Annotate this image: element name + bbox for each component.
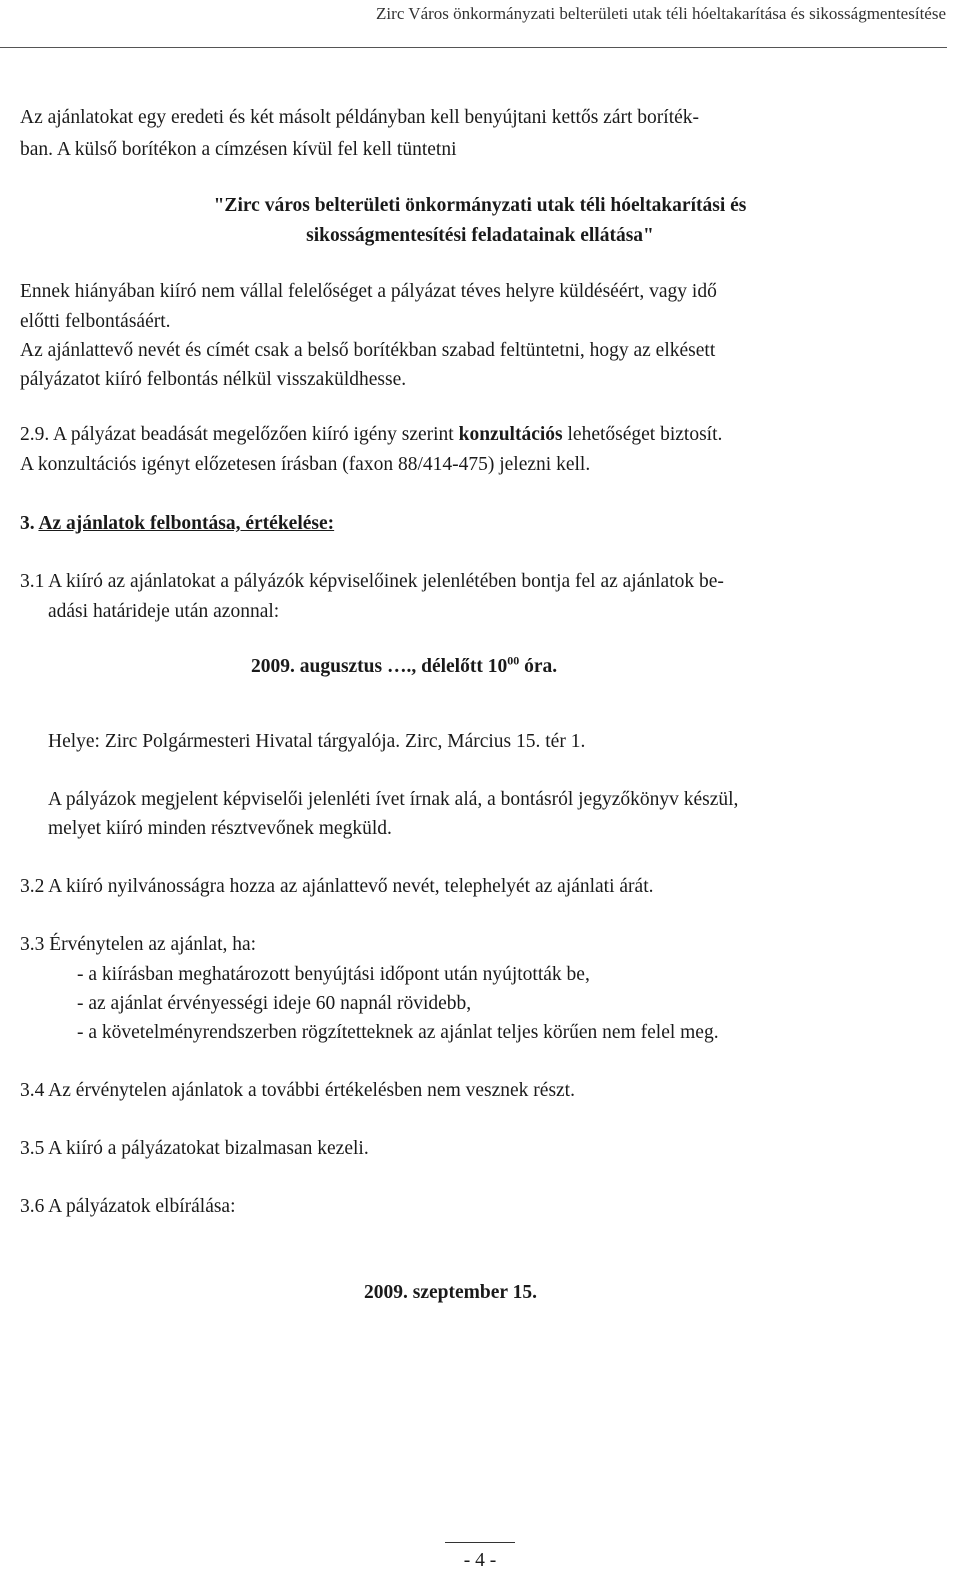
invalid-condition-2: - az ajánlat érvényességi ideje 60 napnál rövidebb, [77,993,472,1014]
running-header: Zirc Város önkormányzati belterületi utak téli hóeltakarítása és sikosságmentesítése [376,4,946,23]
section-3-1-line-2: adási határideje után azonnal: [48,601,280,622]
opening-date [251,653,558,677]
section-2-9-prefix: 2.9. A pályázat beadását megelőzően kiíró igény szerint [20,424,459,445]
section-3-5: 3.5 A kiíró a pályázatokat bizalmasan kezeli. [20,1138,369,1159]
footer-divider [445,1542,515,1543]
opening-date-end: óra. [519,656,558,677]
invalid-condition-1: - a kiírásban meghatározott benyújtási időpont után nyújtották be, [77,964,590,985]
venue: Helye: Zirc Polgármesteri Hivatal tárgyalója. Zirc, Március 15. tér 1. [48,731,586,752]
section-3-1-line-1: 3.1 A kiíró az ajánlatokat a pályázók képviselőinek jelenlétében bontja fel az ajánlatok be- [20,571,724,592]
liability-line-2: előtti felbontásáért. [20,311,171,332]
section-3-title: Az ajánlatok felbontása, értékelése: [38,513,335,534]
liability-line-1: Ennek hiányában kiíró nem vállal felelőséget a pályázat téves helyre küldéséért, vagy idő [20,281,717,302]
section-3-4: 3.4 Az érvénytelen ajánlatok a további értékelésben nem vesznek részt. [20,1080,575,1101]
section-3-heading [20,514,334,534]
opening-date-text: 2009. augusztus …., délelőtt 10 [251,656,508,677]
intro-line-2: ban. A külső borítékon a címzésen kívül fel kell tüntetni [20,139,457,160]
section-3-3: 3.3 Érvénytelen az ajánlat, ha: [20,934,257,955]
envelope-title-line-1: "Zirc város belterületi önkormányzati utak téli hóeltakarítási és [213,195,747,216]
section-2-9-suffix: lehetőséget biztosít. [562,424,723,445]
bidder-line-1: Az ajánlattevő nevét és címét csak a belső borítékban szabad feltüntetni, hogy az elkésett [20,340,716,361]
section-3-2: 3.2 A kiíró nyilvánosságra hozza az ajánlattevő nevét, telephelyét az ajánlati árát. [20,876,654,897]
intro-line-1: Az ajánlatokat egy eredeti és két másolt példányban kell benyújtani kettős zárt boríték- [20,107,700,128]
section-3-number: 3. [20,513,35,534]
opening-date-minutes: 00 [507,653,520,668]
consultation-keyword: konzultációs [458,424,563,445]
header-divider [0,47,947,48]
attendance-line-1: A pályázok megjelent képviselői jelenléti ívet írnak alá, a bontásról jegyzőkönyv készül, [48,789,739,810]
bidder-line-2: pályázatot kiíró felbontás nélkül visszaküldhesse. [20,369,407,390]
section-3-6: 3.6 A pályázatok elbírálása: [20,1196,236,1217]
attendance-line-2: melyet kiíró minden résztvevőnek megküld. [48,818,392,839]
evaluation-date: 2009. szeptember 15. [364,1282,537,1303]
section-2-9-line-1 [20,425,722,445]
section-2-9-line-2: A konzultációs igényt előzetesen írásban (faxon 88/414-475) jelezni kell. [20,454,591,475]
envelope-title-line-2: sikosságmentesítési feladatainak ellátása" [306,225,654,246]
page-number: - 4 - [463,1550,497,1571]
invalid-condition-3: - a követelményrendszerben rögzítetteknek az ajánlat teljes körűen nem felel meg. [77,1022,719,1043]
